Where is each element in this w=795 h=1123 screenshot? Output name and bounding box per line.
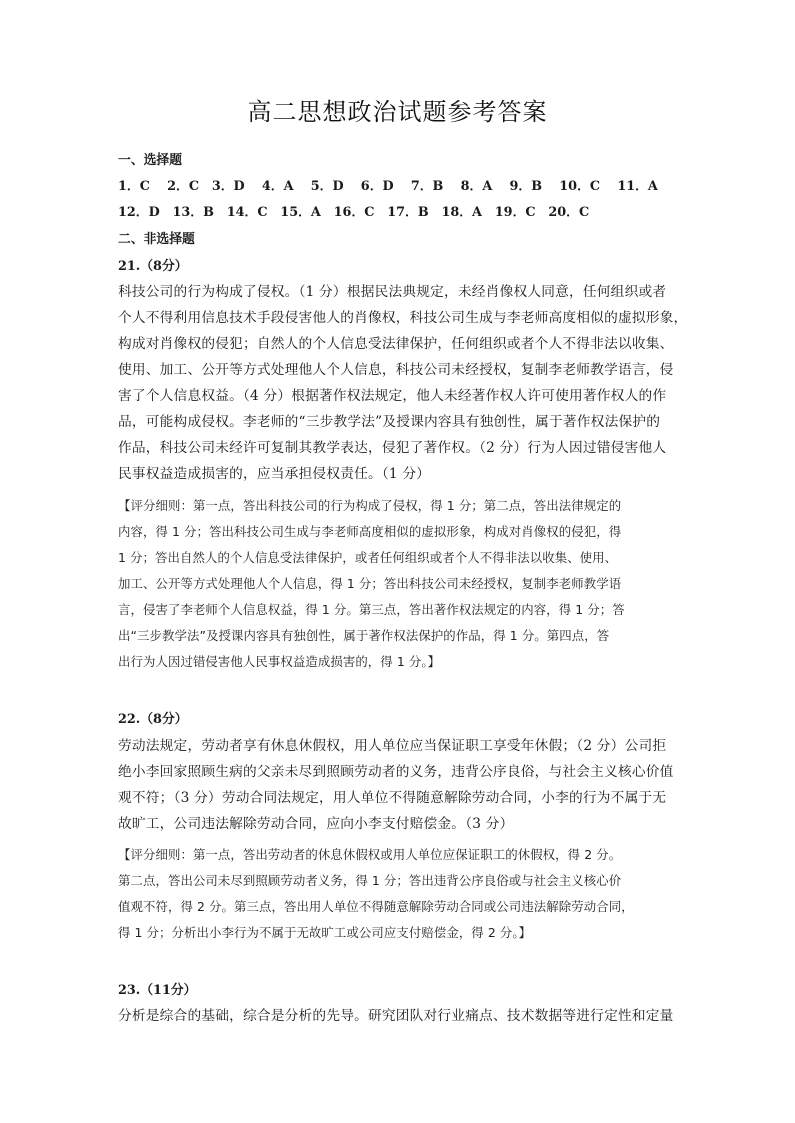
page-title: 高二思想政治试题参考答案 — [247, 98, 548, 126]
section-heading-choice: 一、选择题 — [118, 153, 182, 168]
q21-answer-line: 科技公司的行为构成了侵权。（1 分）根据民法典规定，未经肖像权人同意，任何组织或者 — [118, 284, 667, 300]
choice-answers-row-1: 1．C 2．C 3．D 4．A 5．D 6．D 7．B 8．A 9．B 10．C 11．A — [118, 179, 658, 194]
choice-answers-row-2: 12．D 13．B 14．C 15．A 16．C 17．B 18．A 19．C 20．C — [118, 205, 590, 220]
q21-rubric-line: 1 分；答出自然人的个人信息受法律保护，或者任何组织或者个人不得非法以收集、使用、 — [118, 550, 618, 565]
q22-rubric-line: 【评分细则：第一点，答出劳动者的休息休假权或用人单位应保证职工的休假权，得 2 分。 — [118, 847, 622, 862]
q21-rubric-line: 【评分细则：第一点，答出科技公司的行为构成了侵权，得 1 分；第二点，答出法律规定的 — [118, 498, 622, 513]
q21-answer-line: 品，可能构成侵权。李老师的“三步教学法”及授课内容具有独创性，属于著作权法保护的 — [118, 414, 661, 430]
q22-rubric-line: 第二点，答出公司未尽到照顾劳动者义务，得 1 分；答出违背公序良俗或与社会主义核心价 — [118, 873, 622, 888]
q22-heading: 22.（8分） — [118, 712, 188, 727]
q21-answer-line: 作品，科技公司未经许可复制其教学表达，侵犯了著作权。（2 分）行为人因过错侵害他人 — [118, 440, 667, 456]
q21-answer-line: 个人不得利用信息技术手段侵害他人的肖像权，科技公司生成与李老师高度相似的虚拟形象， — [118, 310, 688, 326]
q21-rubric-line: 内容，得 1 分；答出科技公司生成与李老师高度相似的虚拟形象，构成对肖像权的侵犯，得 — [118, 524, 622, 539]
q22-answer-line: 观不符；（3 分）劳动合同法规定，用人单位不得随意解除劳动合同，小李的行为不属于无 — [118, 790, 667, 806]
q22-answer-line: 劳动法规定，劳动者享有休息休假权，用人单位应当保证职工享受年休假；（2 分）公司拒 — [118, 738, 667, 754]
q22-rubric-line: 值观不符，得 2 分。第三点，答出用人单位不得随意解除劳动合同或公司违法解除劳动合同， — [118, 899, 634, 914]
q23-answer-line: 分析是综合的基础，综合是分析的先导。研究团队对行业痛点、技术数据等进行定性和定量 — [118, 1008, 674, 1024]
q21-answer-line: 民事权益造成损害的，应当承担侵权责任。（1 分） — [118, 466, 431, 482]
section-heading-nonchoice: 二、非选择题 — [118, 232, 195, 247]
q22-answer-line: 绝小李回家照顾生病的父亲未尽到照顾劳动者的义务，违背公序良俗，与社会主义核心价值 — [118, 764, 674, 780]
q22-rubric-line: 得 1 分；分析出小李行为不属于无故旷工或公司应支付赔偿金，得 2 分。】 — [118, 925, 532, 940]
q21-rubric-line: 言，侵害了李老师个人信息权益，得 1 分。第三点，答出著作权法规定的内容，得 1 分；答 — [118, 602, 625, 617]
q22-answer-line: 故旷工，公司违法解除劳动合同，应向小李支付赔偿金。（3 分） — [118, 816, 514, 832]
q21-rubric-line: 出行为人因过错侵害他人民事权益造成损害的，得 1 分。】 — [118, 654, 441, 669]
q21-answer-line: 构成对肖像权的侵犯；自然人的个人信息受法律保护，任何组织或者个人不得非法以收集、 — [118, 336, 674, 352]
q21-answer-line: 害了个人信息权益。（4 分）根据著作权法规定，他人未经著作权人许可使用著作权人的作 — [118, 388, 667, 404]
q21-heading: 21.（8分） — [118, 259, 188, 274]
q21-rubric-line: 加工、公开等方式处理他人个人信息，得 1 分；答出科技公司未经授权，复制李老师教学语 — [118, 576, 622, 591]
q21-rubric-line: 出“三步教学法”及授课内容具有独创性，属于著作权法保护的作品，得 1 分。第四点，答 — [118, 628, 610, 643]
q23-heading: 23.（11分） — [118, 983, 197, 998]
q21-answer-line: 使用、加工、公开等方式处理他人个人信息，科技公司未经授权，复制李老师教学语言，侵 — [118, 362, 674, 378]
